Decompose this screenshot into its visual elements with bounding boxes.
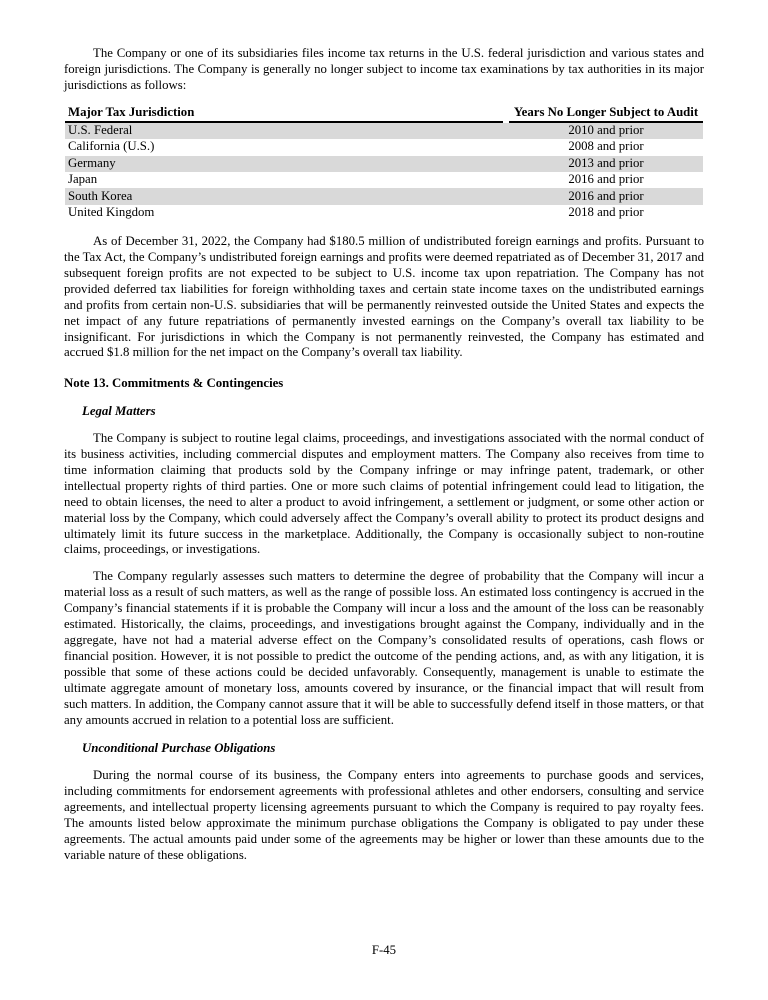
- column-header-years: Years No Longer Subject to Audit: [509, 106, 703, 123]
- years-cell: 2008 and prior: [568, 139, 644, 154]
- jurisdiction-cell: U.S. Federal: [68, 122, 133, 137]
- years-cell: 2018 and prior: [568, 204, 644, 219]
- unconditional-purchase-obligations-heading: Unconditional Purchase Obligations: [82, 741, 276, 756]
- table-row: [65, 188, 703, 204]
- table-row: [65, 205, 703, 221]
- jurisdiction-cell: California (U.S.): [68, 139, 155, 154]
- legal-matters-heading: Legal Matters: [82, 404, 156, 419]
- paragraph-purchase-obligations: During the normal course of its business, the Company enters into agreements to purchase goods and services, including commitments for endorsement agreements with professional athletes and other endorsers, consulting and service agreements, and intellectual property licensing agreements pursuant to which the Company is required to pay royalty fees. The amounts listed below approximate the minimum purchase obligations the Company is obligated to pay under these agreements. The actual amounts paid under some of the agreements may be higher or lower than these amounts due to the variable nature of these obligations.: [64, 768, 704, 862]
- paragraph-tax-returns: The Company or one of its subsidiaries files income tax returns in the U.S. federal jurisdiction and various states and foreign jurisdictions. The Company is generally no longer subject to income tax examinations by tax authorities in its major jurisdictions as follows:: [64, 46, 704, 92]
- jurisdiction-cell: Germany: [68, 155, 116, 170]
- paragraph-repatriation: As of December 31, 2022, the Company had $180.5 million of undistributed foreign earnings and profits. Pursuant to the Tax Act, the Company’s undistributed foreign earnings and profits were deemed repatriated as of December 31, 2017 and subsequent foreign profits are not expected to be subject to U.S. income tax upon repatriation. The Company has not provided deferred tax liabilities for foreign withholding taxes and certain state income taxes on the undistributed earnings and profits from certain non-U.S. subsidiaries that will be permanently reinvested outside the United States and expects the net impact of any future repatriations of permanently invested earnings on the Company’s overall tax liability to be insignificant. For jurisdictions in which the Company is not permanently reinvested, the Company has estimated and accrued $1.8 million for the net impact on the Company’s overall tax liability.: [64, 234, 704, 360]
- note-13-heading: Note 13. Commitments & Contingencies: [64, 376, 284, 391]
- page-number: F-45: [371, 943, 397, 958]
- tax-jurisdiction-table: [65, 106, 703, 221]
- years-cell: 2010 and prior: [568, 122, 644, 137]
- years-cell: 2016 and prior: [568, 172, 644, 187]
- table-row: [65, 123, 703, 139]
- years-cell: 2016 and prior: [568, 188, 644, 203]
- paragraph-loss-contingency: The Company regularly assesses such matters to determine the degree of probability that the Company will incur a material loss as a result of such matters, as well as the range of possible loss. An estimated loss contingency is accrued in the Company’s financial statements if it is probable the Company will incur a loss and the amount of the loss can be reasonably estimated. Historically, the claims, proceedings, and investigations brought against the Company, individually and in the aggregate, have not had a material adverse effect on the Company’s consolidated results of operations, cash flows or financial position. However, it is not possible to predict the outcome of the pending actions, and, as with any litigation, it is possible that some of these actions could be decided unfavorably. Consequently, management is unable to estimate the ultimate aggregate amount of monetary loss, amounts covered by insurance, or the financial impact that will result from such matters. In addition, the Company cannot assure that it will be able to successfully defend itself in those matters, or that any amounts accrued in relation to a potential loss are sufficient.: [64, 569, 704, 727]
- paragraph-legal-claims: The Company is subject to routine legal claims, proceedings, and investigations associated with the normal conduct of its business activities, including commercial disputes and employment matters. The Company also receives from time to time information claiming that products sold by the Company infringe or may infringe patent, trademark, or other intellectual property rights of third parties. One or more such claims of potential infringement could lead to litigation, the need to obtain licenses, the need to alter a product to avoid infringement, a settlement or judgment, or some other action or material loss by the Company, which could adversely affect the Company’s overall ability to protect its product designs and ultimately limit its future success in the marketplace. Additionally, the Company is occasionally subject to non-routine claims, proceedings, or investigations.: [64, 431, 704, 557]
- years-cell: 2013 and prior: [568, 155, 644, 170]
- table-row: [65, 139, 703, 155]
- column-header-jurisdiction: Major Tax Jurisdiction: [65, 106, 503, 123]
- jurisdiction-cell: United Kingdom: [68, 204, 155, 219]
- table-row: [65, 156, 703, 172]
- jurisdiction-cell: Japan: [68, 172, 98, 187]
- table-header-row: [65, 106, 703, 123]
- jurisdiction-cell: South Korea: [68, 188, 133, 203]
- table-row: [65, 172, 703, 188]
